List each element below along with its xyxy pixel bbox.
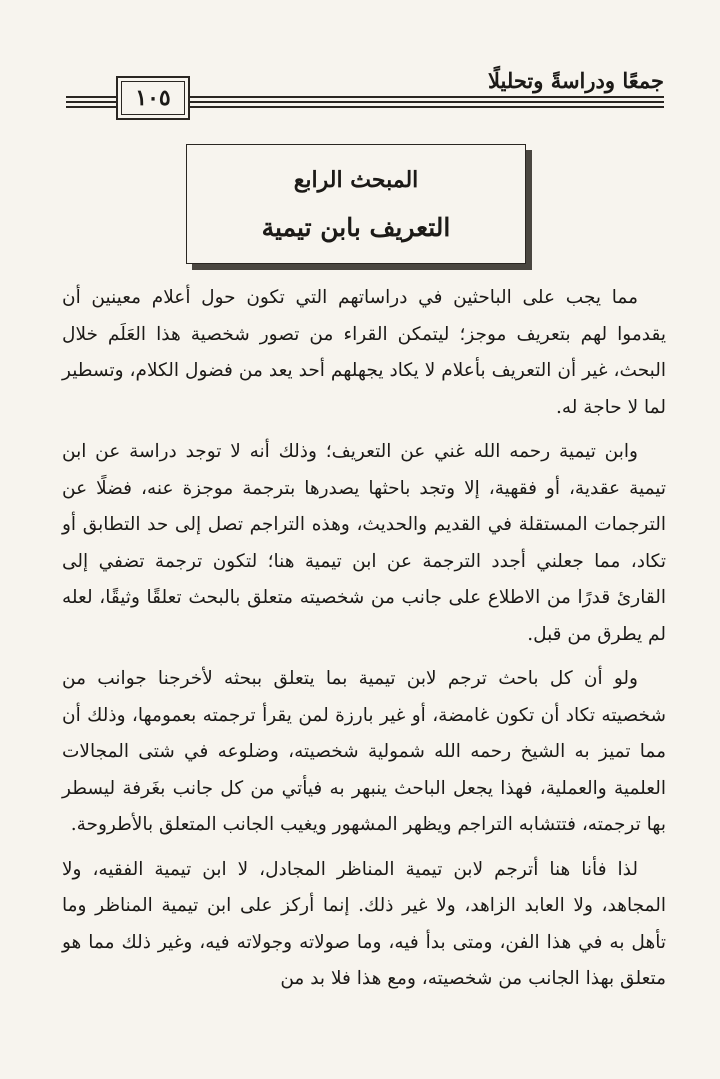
- header-rule: [66, 106, 116, 108]
- paragraph-4: لذا فأنا هنا أترجم لابن تيمية المناظر المجادل، لا ابن تيمية الفقيه، ولا المجاهد، ولا العابد الزاهد، ولا غير ذلك. إنما أركز على ابن تيمية المناظر وما تأهل به في هذا الفن، ومتى بدأ فيه، وما صولاته وجولاته فيه، وغير ذلك مما هو متعلق بهذا الجانب من شخصيته، ومع هذا فلا بد من: [62, 858, 666, 989]
- section-title-box: [186, 144, 526, 264]
- paragraph-2: وابن تيمية رحمه الله غني عن التعريف؛ وذلك أنه لا توجد دراسة عن ابن تيمية عقدية، أو فقهية، إلا وتجد باحثها يصدرها بترجمة موجزة عنه، فضلًا عن الترجمات المستقلة في القديم والحديث، وهذه التراجم تصل إلى حد التطابق أو تكاد، مما جعلني أجدد الترجمة عن ابن تيمية هنا؛ لتكون ترجمة تضفي إلى القارئ قدرًا من الاطلاع على جانب من شخصيته متعلق بالبحث تعلقًا وثيقًا، لعله لم يطرق من قبل.: [62, 441, 666, 645]
- paragraph-3: ولو أن كل باحث ترجم لابن تيمية بما يتعلق ببحثه لأخرجنا جوانب من شخصيته تكاد أن تكون غامضة، أو غير بارزة لمن يقرأ ترجمته بعمومها، وذلك أن مما تميز به الشيخ رحمه الله شمولية شخصيته، وضلوعه في شتى المجالات العلمية والعملية، فهذا يجعل الباحث ينبهر به فيأتي من كل جانب بغَرفة ليسطر بها ترجمته، فتتشابه التراجم ويظهر المشهور ويغيب الجانب المتعلق بالأطروحة.: [62, 668, 666, 835]
- section-heading: المبحث الرابع: [293, 167, 419, 193]
- header-rule: [190, 101, 664, 103]
- running-title: جمعًا ودراسةً وتحليلًا: [488, 68, 664, 93]
- page-number-frame: [116, 76, 190, 120]
- page-number: ١٠٥: [135, 85, 171, 111]
- header-rule: [66, 96, 116, 98]
- header-rule: [66, 101, 116, 103]
- header-rule: [190, 96, 664, 98]
- section-title: التعريف بابن تيمية: [261, 213, 451, 242]
- body-text: [62, 280, 666, 1006]
- paragraph-1: مما يجب على الباحثين في دراساتهم التي تكون حول أعلام معينين أن يقدموا لهم بتعريف موجز؛ ليتمكن القراء من تصور شخصية هذا العَلَم خلال البحث، غير أن التعريف بأعلام لا يكاد يجهلهم أحد يعد من فضول الكلام، وتسطير لما لا حاجة له.: [62, 287, 666, 418]
- page-header: [66, 66, 664, 128]
- header-rule: [190, 106, 664, 108]
